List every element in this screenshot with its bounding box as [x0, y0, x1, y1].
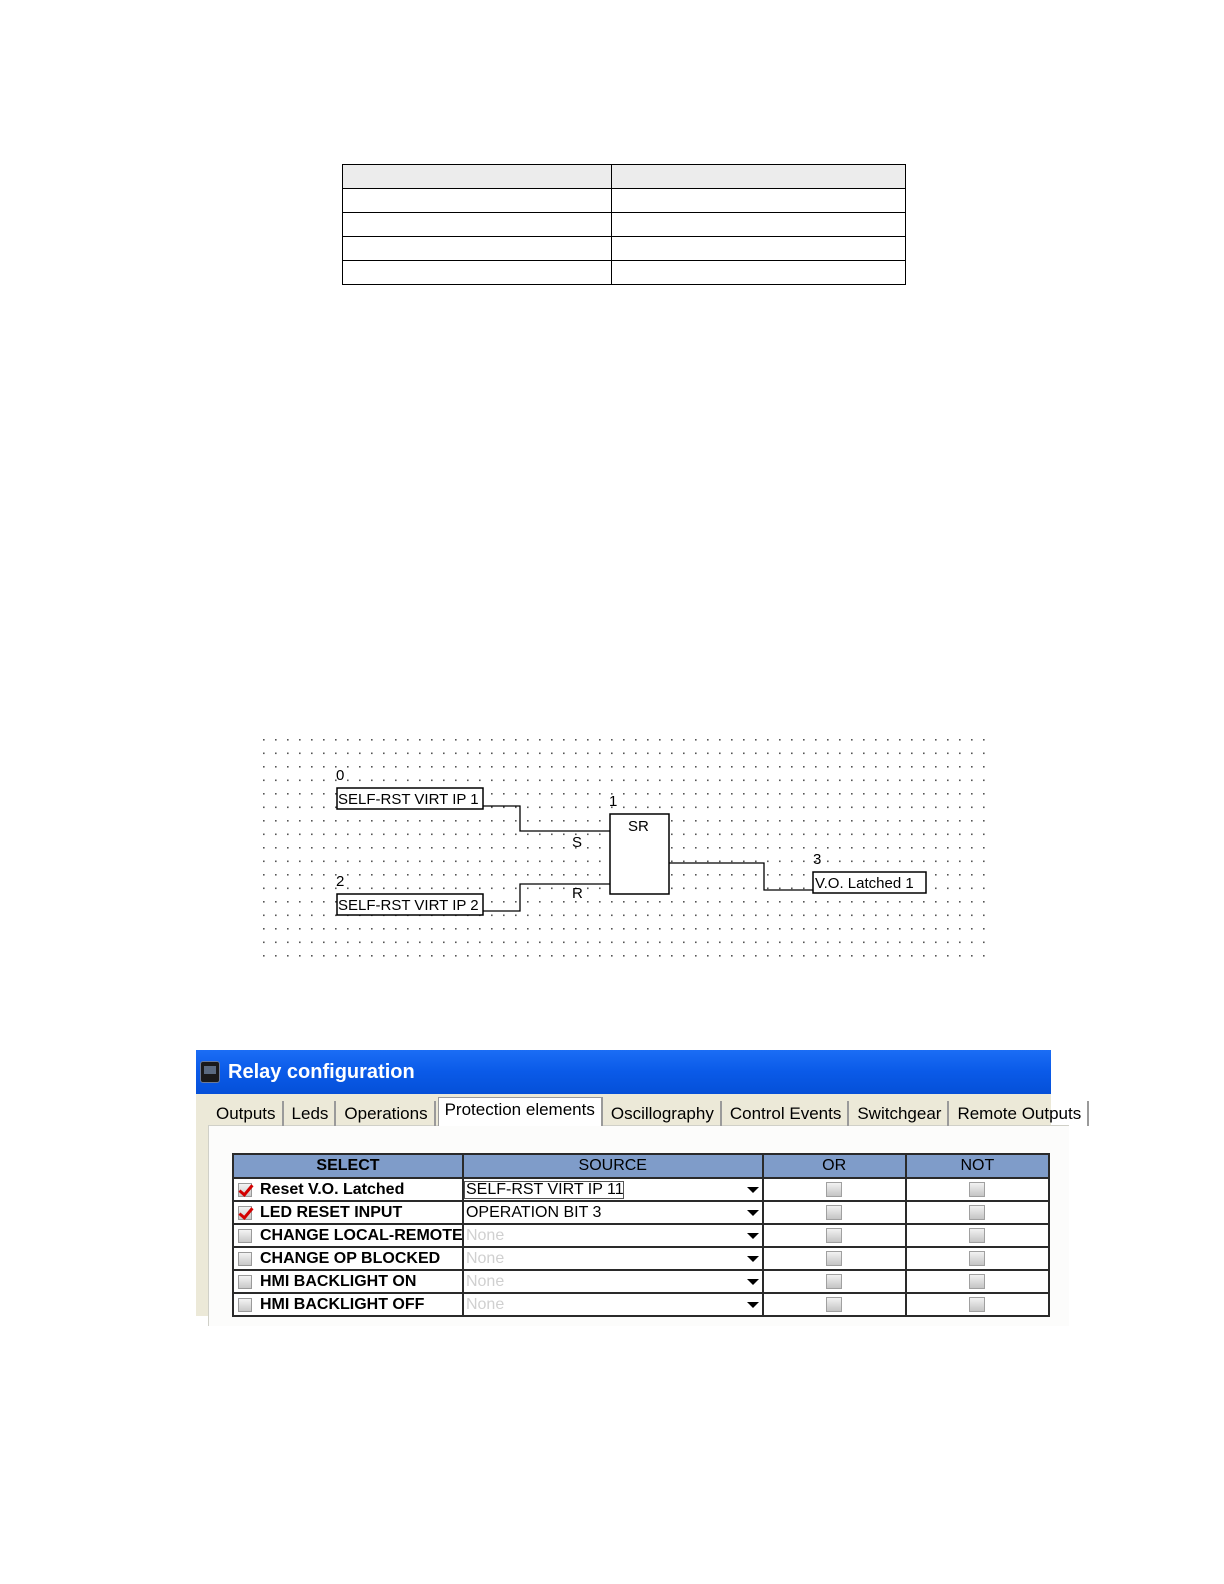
tab-outputs[interactable]: Outputs — [210, 1101, 284, 1126]
not-checkbox[interactable] — [969, 1297, 985, 1312]
logic-diagram-canvas — [255, 730, 990, 960]
set-pin-label: S — [572, 834, 583, 851]
or-checkbox[interactable] — [826, 1228, 842, 1243]
table-row — [343, 237, 906, 261]
not-checkbox[interactable] — [969, 1251, 985, 1266]
logic-diagram — [255, 730, 990, 960]
window-title: Relay configuration — [228, 1060, 415, 1083]
input-2-label: SELF-RST VIRT IP 2 — [338, 897, 479, 914]
source-dropdown-value[interactable]: None — [465, 1295, 505, 1313]
table-row — [233, 1270, 1049, 1293]
chevron-down-icon[interactable] — [742, 1248, 762, 1269]
table-row — [233, 1201, 1049, 1224]
table-row — [233, 1293, 1049, 1316]
column-header-source[interactable]: SOURCE — [463, 1154, 763, 1178]
grid-header-row — [233, 1154, 1049, 1178]
empty-document-table — [342, 164, 906, 285]
table-row — [233, 1247, 1049, 1270]
output-3-label: V.O. Latched 1 — [815, 875, 914, 892]
tab-operations[interactable]: Operations — [338, 1101, 435, 1126]
tab-switchgear[interactable]: Switchgear — [851, 1101, 949, 1126]
sr-label: SR — [628, 818, 649, 835]
not-checkbox[interactable] — [969, 1274, 985, 1289]
table-row — [343, 261, 906, 285]
element-name: CHANGE LOCAL-REMOTE — [260, 1226, 463, 1244]
reset-pin-label: R — [572, 885, 583, 902]
input-0-label: SELF-RST VIRT IP 1 — [338, 791, 479, 808]
or-checkbox[interactable] — [826, 1182, 842, 1197]
select-checkbox[interactable] — [238, 1229, 252, 1243]
or-checkbox[interactable] — [826, 1251, 842, 1266]
tab-leds[interactable]: Leds — [286, 1101, 337, 1126]
table-row — [343, 213, 906, 237]
source-dropdown-value[interactable]: None — [465, 1272, 505, 1290]
source-dropdown-value[interactable]: None — [465, 1249, 505, 1267]
chevron-down-icon[interactable] — [742, 1294, 762, 1315]
element-name: HMI BACKLIGHT ON — [260, 1272, 417, 1290]
chevron-down-icon[interactable] — [742, 1202, 762, 1223]
or-checkbox[interactable] — [826, 1274, 842, 1289]
tab-protection-elements[interactable]: Protection elements — [438, 1097, 603, 1126]
protection-elements-grid — [232, 1153, 1050, 1317]
table-header-row — [343, 165, 906, 189]
select-checkbox[interactable] — [238, 1275, 252, 1289]
column-header-select[interactable]: SELECT — [233, 1154, 463, 1178]
table-row — [343, 189, 906, 213]
or-checkbox[interactable] — [826, 1297, 842, 1312]
table-row — [233, 1224, 1049, 1247]
element-name: Reset V.O. Latched — [260, 1180, 405, 1198]
chevron-down-icon[interactable] — [742, 1179, 762, 1200]
tab-remote-outputs[interactable]: Remote Outputs — [951, 1101, 1089, 1126]
column-header-not[interactable]: NOT — [906, 1154, 1049, 1178]
element-name: HMI BACKLIGHT OFF — [260, 1295, 425, 1313]
input-0-index: 0 — [336, 767, 345, 784]
select-checkbox[interactable] — [238, 1206, 252, 1220]
element-name: CHANGE OP BLOCKED — [260, 1249, 441, 1267]
table-row — [233, 1178, 1049, 1201]
chevron-down-icon[interactable] — [742, 1225, 762, 1246]
not-checkbox[interactable] — [969, 1228, 985, 1243]
source-dropdown-value[interactable]: SELF-RST VIRT IP 11 — [465, 1180, 624, 1198]
not-checkbox[interactable] — [969, 1205, 985, 1220]
grid-clip — [196, 1050, 1051, 1316]
source-dropdown-value[interactable]: OPERATION BIT 3 — [465, 1203, 602, 1221]
column-header-or[interactable]: OR — [763, 1154, 906, 1178]
not-checkbox[interactable] — [969, 1182, 985, 1197]
chevron-down-icon[interactable] — [742, 1271, 762, 1292]
select-checkbox[interactable] — [238, 1183, 252, 1197]
select-checkbox[interactable] — [238, 1252, 252, 1266]
element-name: LED RESET INPUT — [260, 1203, 403, 1221]
tab-control-events[interactable]: Control Events — [724, 1101, 850, 1126]
source-dropdown-value[interactable]: None — [465, 1226, 505, 1244]
select-checkbox[interactable] — [238, 1298, 252, 1312]
output-3-index: 3 — [813, 851, 822, 868]
or-checkbox[interactable] — [826, 1205, 842, 1220]
tab-oscillography[interactable]: Oscillography — [605, 1101, 722, 1126]
sr-index: 1 — [609, 793, 618, 810]
input-2-index: 2 — [336, 873, 345, 890]
